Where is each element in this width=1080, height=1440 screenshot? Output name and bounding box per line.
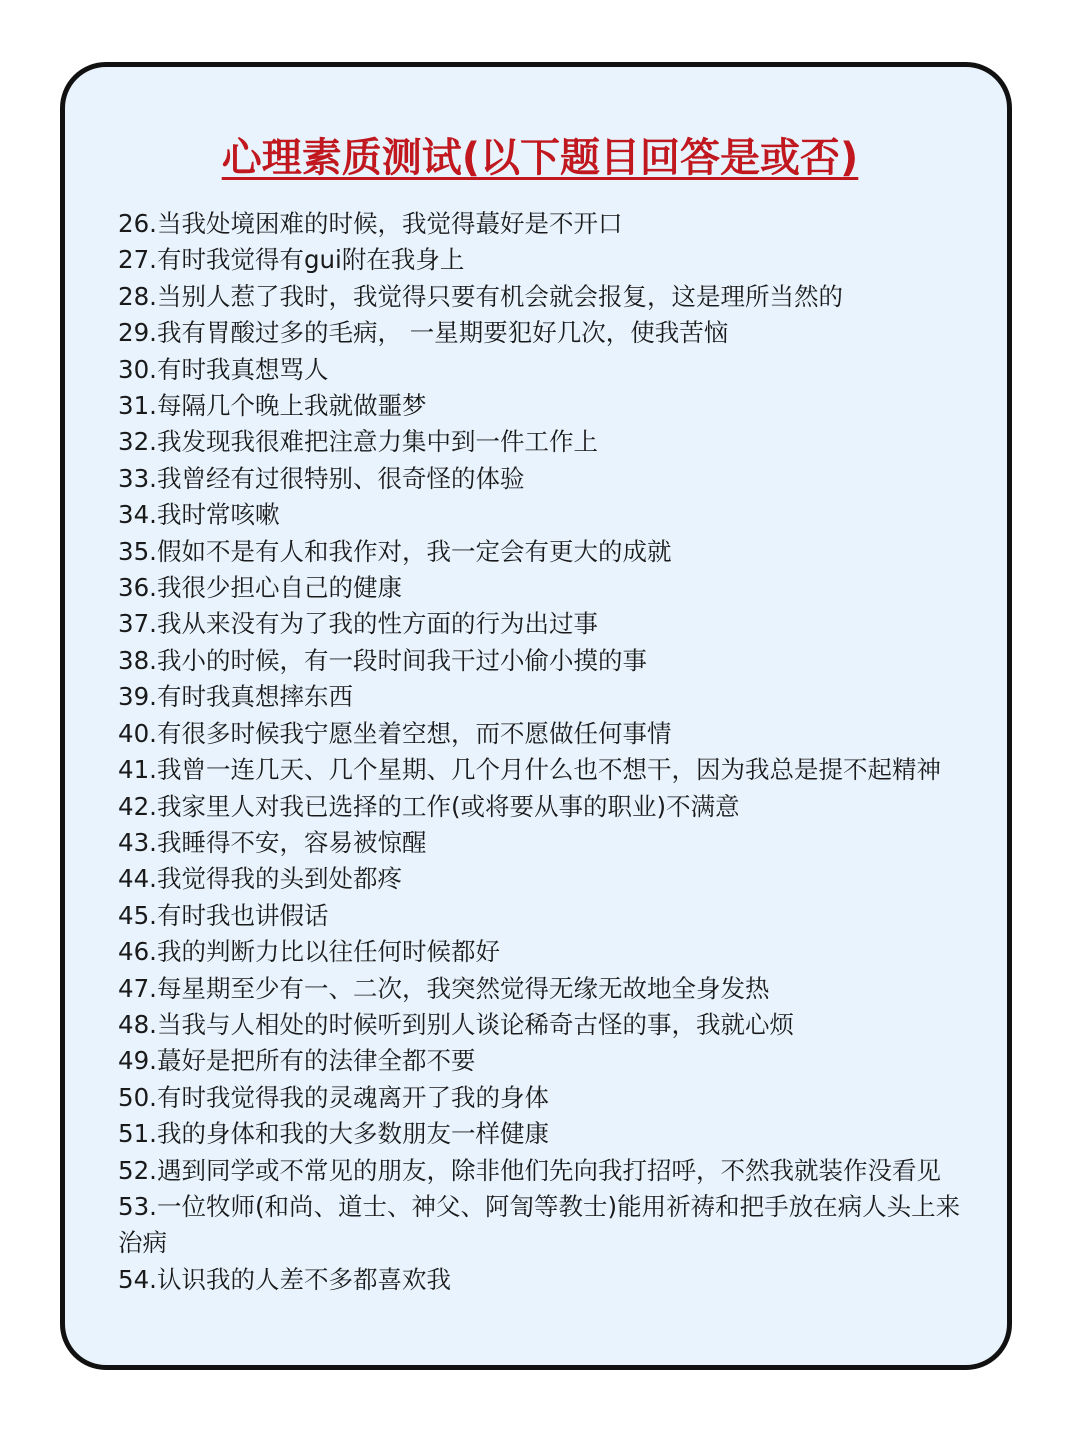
question-item: 49.蕞好是把所有的法律全都不要	[118, 1046, 476, 1076]
question-item: 45.有时我也讲假话	[118, 900, 329, 930]
page-title: 心理素质测试(以下题目回答是或否)	[221, 135, 859, 181]
question-item: 38.我小的时候，有一段时间我干过小偷小摸的事	[118, 645, 647, 675]
question-item: 48.当我与人相处的时候听到别人谈论稀奇古怪的事，我就心烦	[118, 1009, 794, 1039]
question-item: 36.我很少担心自己的健康	[118, 573, 402, 603]
question-item: 27.有时我觉得有gui附在我身上	[118, 245, 465, 275]
question-item: 37.我从来没有为了我的性方面的行为出过事	[118, 609, 598, 639]
question-item: 50.有时我觉得我的灵魂离开了我的身体	[118, 1082, 549, 1112]
question-item: 26.当我处境困难的时候，我觉得蕞好是不开口	[118, 209, 623, 238]
question-item: 29.我有胃酸过多的毛病， 一星期要犯好几次，使我苦恼	[118, 318, 729, 348]
question-item: 43.我睡得不安，容易被惊醒	[118, 827, 427, 857]
question-item: 53.一位牧师(和尚、道士、神父、阿訇等教士)能用祈祷和把手放在病人头上来治病	[118, 1191, 961, 1258]
question-item: 54.认识我的人差不多都喜欢我	[118, 1264, 451, 1294]
question-item: 46.我的判断力比以往任何时候都好	[118, 937, 500, 967]
question-item: 34.我时常咳嗽	[118, 500, 280, 530]
question-item: 44.我觉得我的头到处都疼	[118, 864, 402, 894]
question-item: 47.每星期至少有一、二次，我突然觉得无缘无故地全身发热	[118, 973, 770, 1003]
question-list	[118, 206, 978, 1298]
question-item: 52.遇到同学或不常见的朋友，除非他们先向我打招呼，不然我就装作没看见	[118, 1155, 941, 1185]
question-item: 33.我曾经有过很特别、很奇怪的体验	[118, 463, 525, 493]
question-item: 32.我发现我很难把注意力集中到一件工作上	[118, 427, 598, 457]
question-item: 41.我曾一连几天、几个星期、几个月什么也不想干，因为我总是提不起精神	[118, 755, 941, 785]
question-item: 39.有时我真想摔东西	[118, 682, 353, 712]
question-item: 30.有时我真想骂人	[118, 354, 329, 384]
question-item: 35.假如不是有人和我作对，我一定会有更大的成就	[118, 536, 672, 566]
question-item: 51.我的身体和我的大多数朋友一样健康	[118, 1119, 549, 1149]
question-item: 40.有很多时候我宁愿坐着空想，而不愿做任何事情	[118, 718, 672, 748]
question-item: 31.每隔几个晚上我就做噩梦	[118, 391, 427, 421]
question-item: 28.当别人惹了我时，我觉得只要有机会就会报复，这是理所当然的	[118, 281, 843, 311]
question-item: 42.我家里人对我已选择的工作(或将要从事的职业)不满意	[118, 791, 740, 821]
